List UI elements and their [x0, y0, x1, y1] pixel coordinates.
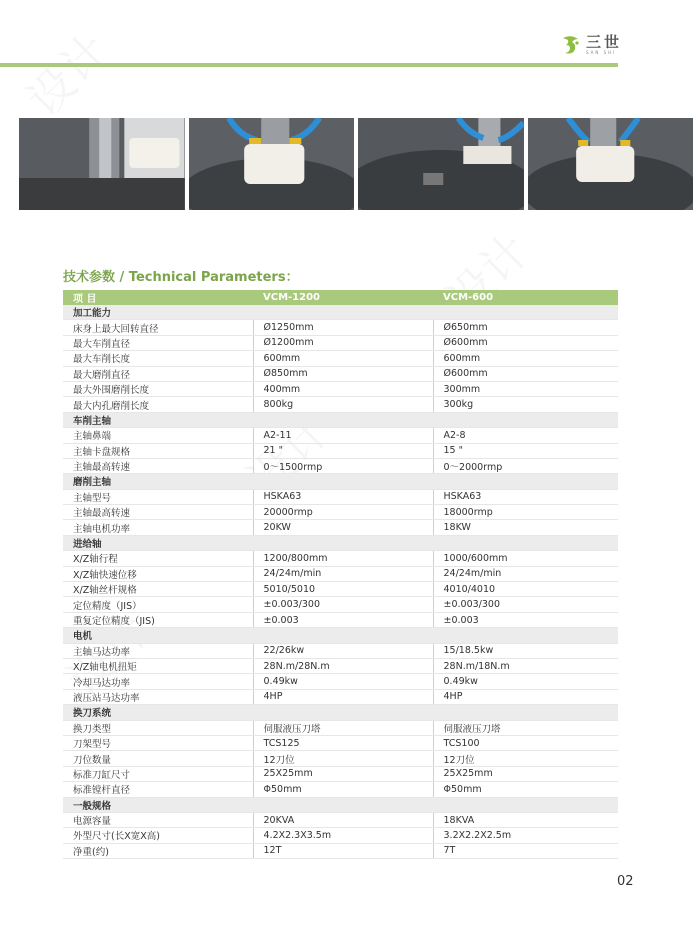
section-title: 技术参数 / Technical Parameters：: [63, 270, 299, 285]
param-label: 主轴马达功率: [63, 643, 253, 658]
value-vcm-1200: Ø1200mm: [253, 335, 433, 350]
value-vcm-1200: 4.2X2.3X3.5m: [253, 828, 433, 843]
value-vcm-600: HSKA63: [433, 489, 618, 504]
value-vcm-600: ±0.003: [433, 612, 618, 627]
table-row: [63, 828, 618, 843]
param-label: X/Z轴行程: [63, 551, 253, 566]
table-row: [63, 351, 618, 366]
table-row: [63, 505, 618, 520]
watermark: [10, 17, 122, 129]
param-label: X/Z轴丝杆规格: [63, 582, 253, 597]
table-row: [63, 658, 618, 673]
table-row: [63, 520, 618, 535]
table-row: [63, 689, 618, 704]
value-vcm-1200: 20000rmp: [253, 505, 433, 520]
table-body: [63, 305, 618, 859]
value-vcm-600: 24/24m/min: [433, 566, 618, 581]
param-label: 最大车削长度: [63, 351, 253, 366]
group-label: 换刀系统: [63, 705, 618, 720]
param-label: 最大外围磨削长度: [63, 381, 253, 396]
value-vcm-1200: 400mm: [253, 381, 433, 396]
table-group-row: [63, 474, 618, 489]
param-label: 主轴最高转速: [63, 458, 253, 473]
value-vcm-1200: 0～1500rmp: [253, 458, 433, 473]
value-vcm-1200: 24/24m/min: [253, 566, 433, 581]
table-group-row: [63, 628, 618, 643]
value-vcm-600: 7T: [433, 843, 618, 858]
table-group-row: [63, 535, 618, 550]
table-row: [63, 428, 618, 443]
param-label: 最大内孔磨削长度: [63, 397, 253, 412]
table-row: [63, 366, 618, 381]
value-vcm-600: 15/18.5kw: [433, 643, 618, 658]
table-group-row: [63, 412, 618, 427]
group-label: 加工能力: [63, 305, 618, 320]
value-vcm-1200: 伺服液压刀塔: [253, 720, 433, 735]
value-vcm-600: A2-8: [433, 428, 618, 443]
group-label: 磨削主轴: [63, 474, 618, 489]
table-row: [63, 751, 618, 766]
value-vcm-1200: Ø1250mm: [253, 320, 433, 335]
logo-text: 三世: [586, 33, 623, 51]
group-label: 电机: [63, 628, 618, 643]
value-vcm-600: 3.2X2.2X2.5m: [433, 828, 618, 843]
value-vcm-600: ±0.003/300: [433, 597, 618, 612]
table-row: [63, 782, 618, 797]
param-label: 标准刀缸尺寸: [63, 766, 253, 781]
param-label: 刀位数量: [63, 751, 253, 766]
table-row: [63, 443, 618, 458]
param-label: 标准镗杆直径: [63, 782, 253, 797]
value-vcm-1200: 25X25mm: [253, 766, 433, 781]
param-label: 换刀类型: [63, 720, 253, 735]
table-row: [63, 335, 618, 350]
table-row: [63, 766, 618, 781]
value-vcm-600: 18000rmp: [433, 505, 618, 520]
value-vcm-1200: 28N.m/28N.m: [253, 658, 433, 673]
photo-strip: [19, 118, 693, 210]
value-vcm-600: 18KW: [433, 520, 618, 535]
value-vcm-1200: 800kg: [253, 397, 433, 412]
table-group-row: [63, 797, 618, 812]
param-label: 液压站马达功率: [63, 689, 253, 704]
table-row: [63, 643, 618, 658]
value-vcm-1200: 20KW: [253, 520, 433, 535]
value-vcm-600: 18KVA: [433, 812, 618, 827]
param-label: 主轴鼻端: [63, 428, 253, 443]
value-vcm-600: 4010/4010: [433, 582, 618, 597]
table-row: [63, 381, 618, 396]
param-label: X/Z轴快速位移: [63, 566, 253, 581]
param-label: 重复定位精度（JIS): [63, 612, 253, 627]
value-vcm-1200: A2-11: [253, 428, 433, 443]
value-vcm-1200: 21 ": [253, 443, 433, 458]
param-label: 最大车削直径: [63, 335, 253, 350]
value-vcm-1200: Ø850mm: [253, 366, 433, 381]
param-label: 床身上最大回转直径: [63, 320, 253, 335]
value-vcm-600: 25X25mm: [433, 766, 618, 781]
value-vcm-600: 伺服液压刀塔: [433, 720, 618, 735]
header-rule: [0, 63, 618, 67]
param-label: 主轴型号: [63, 489, 253, 504]
value-vcm-600: 12刀位: [433, 751, 618, 766]
value-vcm-1200: 12刀位: [253, 751, 433, 766]
value-vcm-1200: 0.49kw: [253, 674, 433, 689]
value-vcm-600: TCS100: [433, 735, 618, 750]
value-vcm-600: Ø600mm: [433, 335, 618, 350]
value-vcm-600: Φ50mm: [433, 782, 618, 797]
value-vcm-600: 300kg: [433, 397, 618, 412]
value-vcm-600: 1000/600mm: [433, 551, 618, 566]
param-label: 主轴最高转速: [63, 505, 253, 520]
value-vcm-1200: ±0.003: [253, 612, 433, 627]
param-label: 电源容量: [63, 812, 253, 827]
param-label: 净重(约): [63, 843, 253, 858]
table-row: [63, 597, 618, 612]
table-row: [63, 612, 618, 627]
table-row: [63, 735, 618, 750]
header-vcm-1200: VCM-1200: [253, 290, 433, 305]
value-vcm-600: 0.49kw: [433, 674, 618, 689]
value-vcm-600: 4HP: [433, 689, 618, 704]
table-row: [63, 812, 618, 827]
param-label: 最大磨削直径: [63, 366, 253, 381]
machine-photo-table: [358, 118, 524, 210]
value-vcm-600: 15 ": [433, 443, 618, 458]
machine-photo-grinding: [189, 118, 355, 210]
group-label: 进给轴: [63, 535, 618, 550]
param-label: 主轴卡盘规格: [63, 443, 253, 458]
value-vcm-1200: 20KVA: [253, 812, 433, 827]
table-row: [63, 720, 618, 735]
value-vcm-1200: Φ50mm: [253, 782, 433, 797]
technical-parameters-table: [63, 290, 618, 859]
value-vcm-1200: 12T: [253, 843, 433, 858]
value-vcm-1200: 1200/800mm: [253, 551, 433, 566]
table-header-row: [63, 290, 618, 305]
machine-photo-spindle: [19, 118, 185, 210]
value-vcm-1200: TCS125: [253, 735, 433, 750]
table-row: [63, 458, 618, 473]
table-group-row: [63, 705, 618, 720]
value-vcm-1200: 4HP: [253, 689, 433, 704]
value-vcm-1200: 600mm: [253, 351, 433, 366]
param-label: 冷却马达功率: [63, 674, 253, 689]
value-vcm-600: 28N.m/18N.m: [433, 658, 618, 673]
header-item: 项 目: [63, 290, 253, 305]
param-label: 定位精度（JIS）: [63, 597, 253, 612]
machine-photo-chuck: [528, 118, 694, 210]
value-vcm-600: Ø600mm: [433, 366, 618, 381]
table-group-row: [63, 305, 618, 320]
param-label: 刀架型号: [63, 735, 253, 750]
brand-logo: [560, 34, 622, 56]
group-label: 一般规格: [63, 797, 618, 812]
value-vcm-1200: 5010/5010: [253, 582, 433, 597]
value-vcm-600: 600mm: [433, 351, 618, 366]
logo-mark-icon: [560, 34, 582, 56]
page-number: 02: [617, 874, 634, 889]
table-row: [63, 674, 618, 689]
table-row: [63, 489, 618, 504]
table-row: [63, 551, 618, 566]
param-label: X/Z轴电机扭矩: [63, 658, 253, 673]
table-row: [63, 566, 618, 581]
logo-subtext: SAN SHI: [586, 50, 617, 55]
group-label: 车削主轴: [63, 412, 618, 427]
table-row: [63, 582, 618, 597]
value-vcm-1200: HSKA63: [253, 489, 433, 504]
value-vcm-600: 300mm: [433, 381, 618, 396]
value-vcm-1200: ±0.003/300: [253, 597, 433, 612]
header-vcm-600: VCM-600: [433, 290, 618, 305]
table-row: [63, 397, 618, 412]
param-label: 外型尺寸(长X宽X高): [63, 828, 253, 843]
value-vcm-600: 0～2000rmp: [433, 458, 618, 473]
table-row: [63, 320, 618, 335]
value-vcm-600: Ø650mm: [433, 320, 618, 335]
param-label: 主轴电机功率: [63, 520, 253, 535]
table-row: [63, 843, 618, 858]
value-vcm-1200: 22/26kw: [253, 643, 433, 658]
